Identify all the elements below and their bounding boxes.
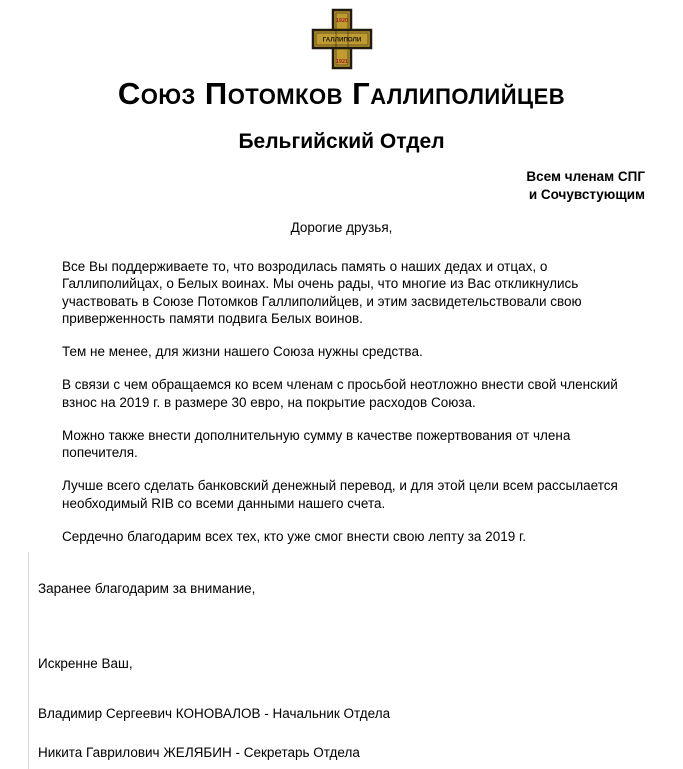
cross-icon (311, 8, 373, 70)
addressee-line-1: Всем членам СПГ (526, 169, 645, 184)
emblem-date-bottom: 1921 (335, 59, 348, 65)
emblem-date-top: 1920 (335, 18, 348, 24)
page-edge-line (28, 552, 29, 769)
emblem-label: ГАЛЛИПОЛИ (322, 36, 361, 44)
addressee-line-2: и Сочувстующим (528, 186, 645, 202)
paragraph: Лучше всего сделать банковский денежный перевод, и для этой цели всем рассылается необходимый RIB со всеми данными нашего счета. (62, 478, 618, 511)
salutation: Дорогие друзья, (290, 220, 393, 235)
signature-line: Владимир Сергеевич КОНОВАЛОВ - Начальник Отдела (38, 705, 391, 721)
signature-line: Никита Гаврилович ЖЕЛЯБИН - Секретарь Отдела (38, 744, 360, 760)
closing-block (38, 580, 643, 769)
page-subtitle: Бельгийский Отдел (238, 130, 445, 153)
closing-line: Заранее благодарим за внимание, (38, 581, 256, 596)
page-title: Союз Потомков Галлиполийцев (117, 76, 566, 111)
letter-body (62, 258, 643, 561)
paragraph: Сердечно благодарим всех тех, кто уже смог внести свою лепту за 2019 г. (62, 528, 526, 544)
paragraph: Можно также внести дополнительную сумму в качестве пожертвования от члена попечителя. (62, 427, 571, 461)
signoff-line: Искренне Ваш, (38, 656, 133, 672)
paragraph: Все Вы поддерживаете то, что возродилась память о наших дедах и отцах, о Галлиполийцах, о Белых воинах. Мы очень рады, что многие из Вас откликнулись участвовать в Союзе Потомков Галлиполийцев, и этим засвидетельствовали свою приверженность памяти подвига Белых воинов. (62, 259, 582, 326)
addressee-block (526, 168, 645, 203)
paragraph: В связи с чем обращаемся ко всем членам с просьбой неотложно внести свой членский взнос на 2019 г. в размере 30 евро, на покрытие расходов Союза. (62, 377, 618, 410)
paragraph: Тем не менее, для жизни нашего Союза нужны средства. (62, 344, 423, 360)
gallipoli-cross-emblem (0, 8, 683, 70)
